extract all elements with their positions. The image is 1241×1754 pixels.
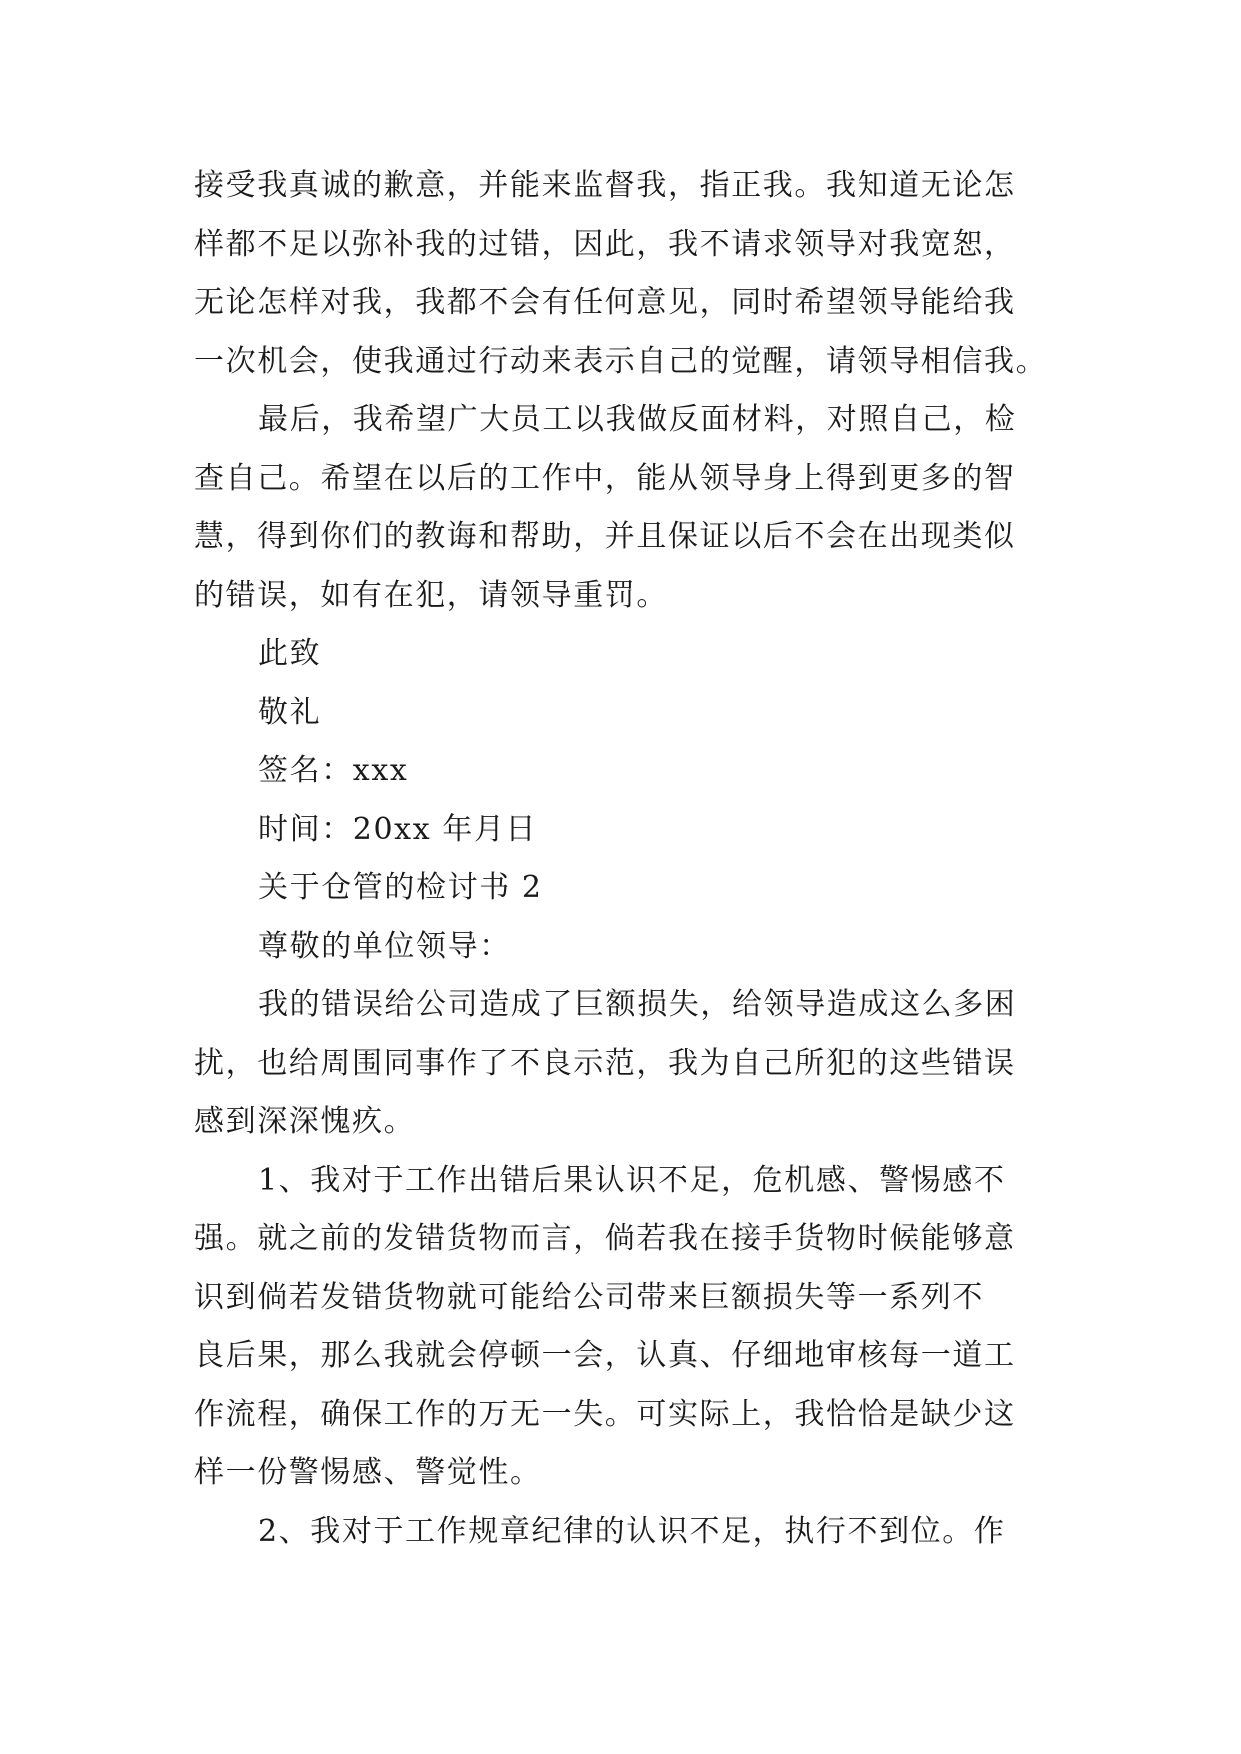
text-line: 样一份警惕感、警觉性。 (194, 1455, 542, 1490)
text-line: 样都不足以弥补我的过错，因此，我不请求领导对我宽恕， (194, 226, 1016, 262)
closing-regards: 敬礼 (258, 694, 322, 730)
text-line: 一次机会，使我通过行动来表示自己的觉醒，请领导相信我。 (194, 343, 1048, 379)
text-line: 慧，得到你们的教诲和帮助，并且保证以后不会在出现类似 (194, 519, 1016, 554)
document-page (194, 157, 1054, 1561)
paragraph-start-line: 1、我对于工作出错后果认识不足，危机感、警惕感不 (258, 1162, 1006, 1198)
text-line: 查自己。希望在以后的工作中，能从领导身上得到更多的智 (194, 460, 1016, 496)
text-line: 识到倘若发错货物就可能给公司带来巨额损失等一系列不 (194, 1279, 984, 1315)
signature-line: 签名：xxx (258, 753, 409, 788)
text-line: 的错误，如有在犯，请领导重罚。 (194, 577, 668, 613)
text-line: 作流程，确保工作的万无一失。可实际上，我恰恰是缺少这 (194, 1396, 1016, 1432)
paragraph-start-line: 最后，我希望广大员工以我做反面材料，对照自己，检 (258, 402, 1017, 437)
greeting-line: 尊敬的单位领导： (258, 928, 511, 964)
closing-salutation: 此致 (258, 636, 322, 671)
text-line: 扰，也给周围同事作了不良示范，我为自己所犯的这些错误 (194, 1045, 1016, 1081)
text-line: 感到深深愧疚。 (194, 1104, 416, 1139)
paragraph-start-line: 2、我对于工作规章纪律的认识不足，执行不到位。作 (258, 1513, 1006, 1549)
text-line: 接受我真诚的歉意，并能来监督我，指正我。我知道无论怎 (194, 168, 1016, 203)
section-title: 关于仓管的检讨书 2 (258, 870, 543, 905)
text-line: 强。就之前的发错货物而言，倘若我在接手货物时候能够意 (194, 1221, 1016, 1256)
text-line: 良后果，那么我就会停顿一会，认真、仔细地审核每一道工 (194, 1338, 1016, 1373)
date-line: 时间：20xx 年月日 (258, 811, 538, 847)
text-line: 无论怎样对我，我都不会有任何意见，同时希望领导能给我 (194, 285, 1016, 320)
paragraph-start-line: 我的错误给公司造成了巨额损失，给领导造成这么多困 (258, 987, 1017, 1022)
